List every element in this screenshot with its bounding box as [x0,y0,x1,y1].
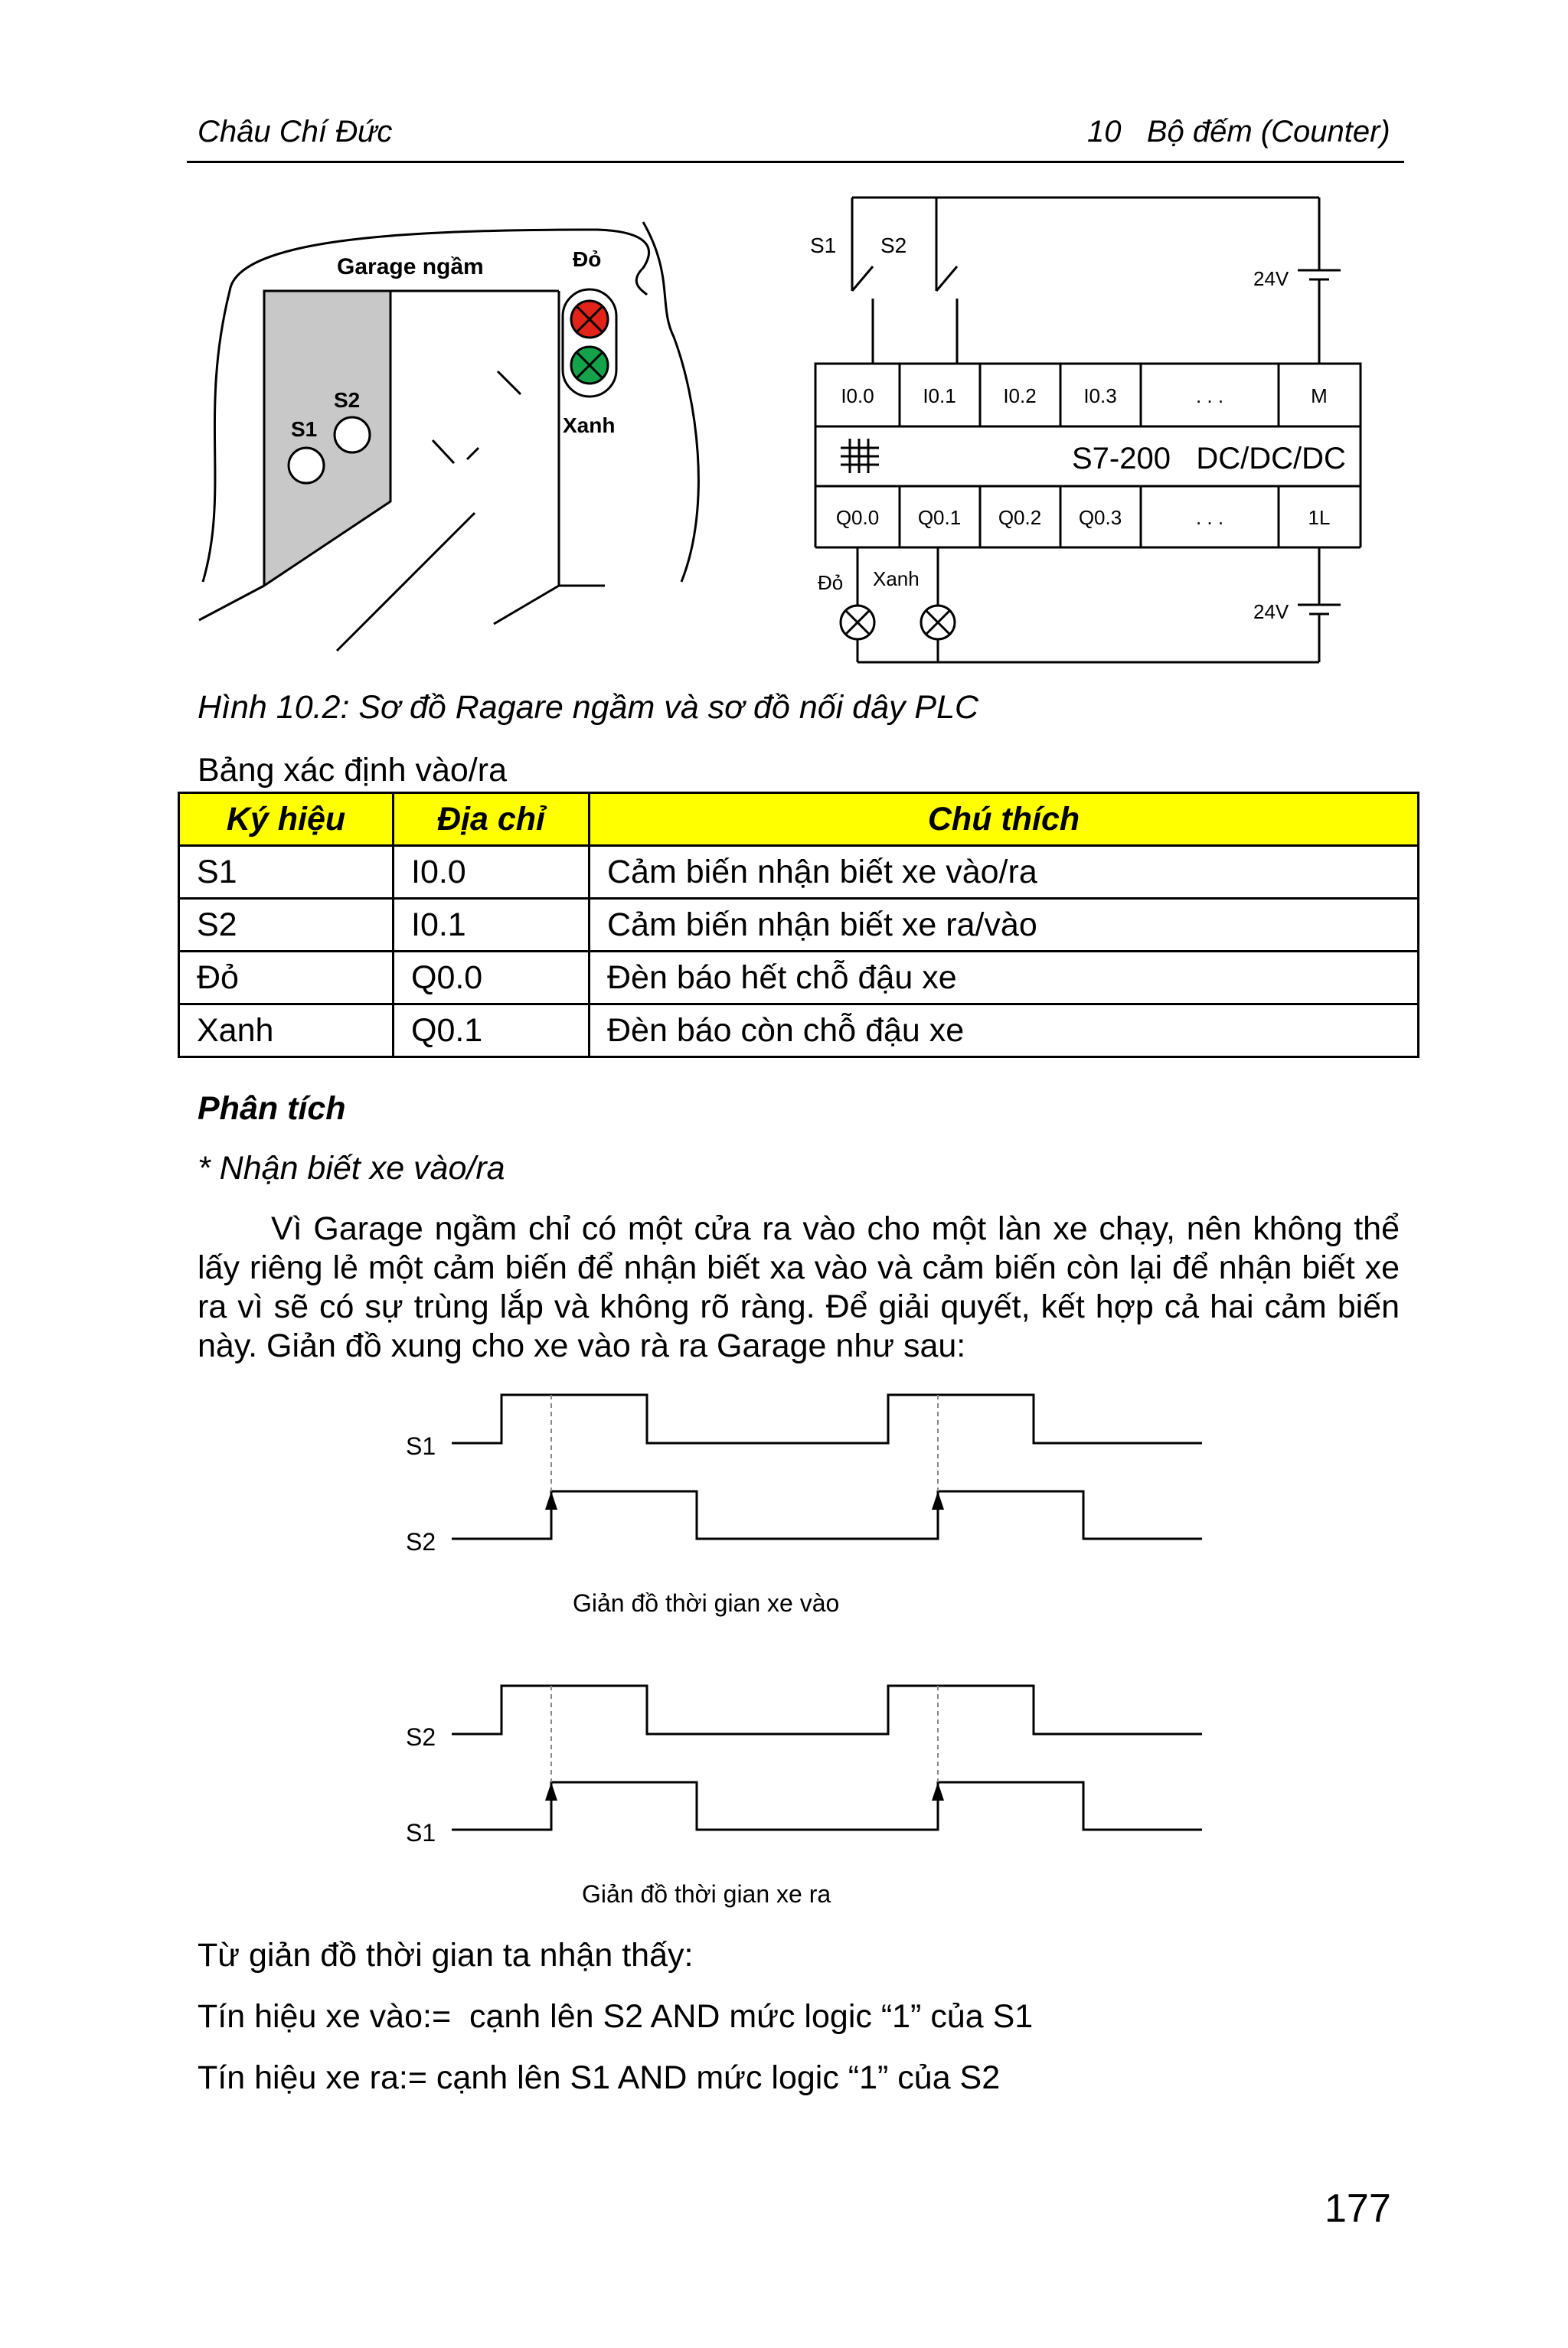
cell-symbol: Đỏ [179,952,394,1004]
analysis-heading: Phân tích [198,1090,346,1127]
cell-note: Cảm biến nhận biết xe ra/vào [590,899,1419,952]
supply-voltage-top: 24V [1253,267,1289,290]
cell-symbol: Xanh [179,1004,394,1057]
cell-address: I0.1 [394,899,590,952]
plc-input-i01: I0.1 [923,384,956,407]
figure-caption: Hình 10.2: Sơ đồ Ragare ngầm và sơ đồ nối dây PLC [198,689,979,726]
garage-s2-label: S2 [334,388,361,412]
header-note: Chú thích [590,793,1419,846]
exit-caption: Giản đồ thời gian xe ra [582,1880,831,1908]
io-table [178,792,1419,1058]
cell-note: Đèn báo còn chỗ đậu xe [590,1004,1419,1057]
plc-lamp-red-label: Đỏ [818,571,844,594]
exit-signal-formula: Tín hiệu xe ra:= cạnh lên S1 AND mức logic “1” của S2 [198,2059,1001,2096]
conclusion-intro: Từ giản đồ thời gian ta nhận thấy: [198,1937,694,1974]
plc-input-more: . . . [1195,384,1224,407]
plc-output-q01: Q0.1 [917,506,962,529]
cell-note: Cảm biến nhận biết xe vào/ra [590,846,1419,899]
exit-bottom-waveform [452,1782,1202,1830]
header-address: Địa chỉ [394,793,590,846]
rising-edge-arrow-icon [932,1491,944,1510]
plc-lamp-green-label: Xanh [873,567,920,590]
plc-input-m: M [1311,384,1328,407]
plc-input-i00: I0.0 [841,384,874,407]
entry-bottom-label: S2 [406,1528,436,1556]
header-chapter: 10 Bộ đếm (Counter) [1087,115,1390,149]
rising-edge-arrow-icon [932,1782,944,1801]
entry-timing-diagram [398,1378,1240,1631]
sensor-s1-icon [289,448,324,483]
garage-wall [264,291,390,586]
table-row [179,899,1419,952]
cell-address: Q0.0 [394,952,590,1004]
plc-model-label: S7-200 DC/DC/DC [1072,442,1346,475]
plc-s2-label: S2 [880,233,907,257]
exit-top-waveform [452,1686,1202,1734]
entry-top-waveform [452,1395,1202,1443]
analysis-paragraph [198,1210,1400,1366]
exit-top-label: S2 [406,1723,436,1751]
cell-note: Đèn báo hết chỗ đậu xe [590,952,1419,1004]
table-row [179,846,1419,899]
green-lamp-label: Xanh [563,413,616,437]
supply-voltage-bottom: 24V [1253,600,1289,623]
garage-s1-label: S1 [291,417,318,441]
header-author: Châu Chí Đức [198,115,393,149]
cell-address: Q0.1 [394,1004,590,1057]
plc-output-q00: Q0.0 [835,506,880,529]
garage-drawing [199,222,698,624]
exit-timing-diagram [398,1669,1240,1922]
plc-s1-label: S1 [810,233,837,257]
red-lamp-label: Đỏ [573,247,602,271]
page-number: 177 [1325,2186,1391,2231]
exit-bottom-label: S1 [406,1819,436,1847]
plc-output-q03: Q0.3 [1078,506,1122,529]
cell-symbol: S1 [179,846,394,899]
cell-symbol: S2 [179,899,394,952]
entry-top-label: S1 [406,1432,436,1460]
entry-bottom-waveform [452,1491,1202,1539]
rising-edge-arrow-icon [545,1491,557,1510]
plc-output-q02: Q0.2 [998,506,1042,529]
table-header-row [179,793,1419,846]
garage-label: Garage ngầm [337,254,484,279]
plc-output-1l: 1L [1308,506,1331,529]
table-title: Bảng xác định vào/ra [198,752,507,789]
entry-signal-formula: Tín hiệu xe vào:= cạnh lên S2 AND mức logic “1” của S1 [198,1998,1034,2035]
rising-edge-arrow-icon [545,1782,557,1801]
cell-address: I0.0 [394,846,590,899]
analysis-subheading: * Nhận biết xe vào/ra [198,1150,505,1187]
table-row [179,952,1419,1004]
plc-input-i03: I0.3 [1083,384,1117,407]
plc-input-i02: I0.2 [1003,384,1037,407]
plc-output-more: . . . [1195,506,1224,529]
table-row [179,1004,1419,1057]
entry-caption: Giản đồ thời gian xe vào [573,1589,840,1617]
garage-plc-figure [184,184,1409,681]
header-rule [187,161,1404,163]
sensor-s2-icon [335,417,370,452]
analysis-paragraph-text: Vì Garage ngầm chỉ có một cửa ra vào cho một làn xe chạy, nên không thể lấy riêng lẻ một cảm biến để nhận biết xa vào và cảm biến còn lại để nhận biết xe ra vì sẽ có sự trùng lắp và không rõ ràng. Để giải quyết, kết hợp cả hai cảm biến này. Giản đồ xung cho xe vào rà ra Garage như sau: [198,1210,1400,1364]
header-symbol: Ký hiệu [179,793,394,846]
